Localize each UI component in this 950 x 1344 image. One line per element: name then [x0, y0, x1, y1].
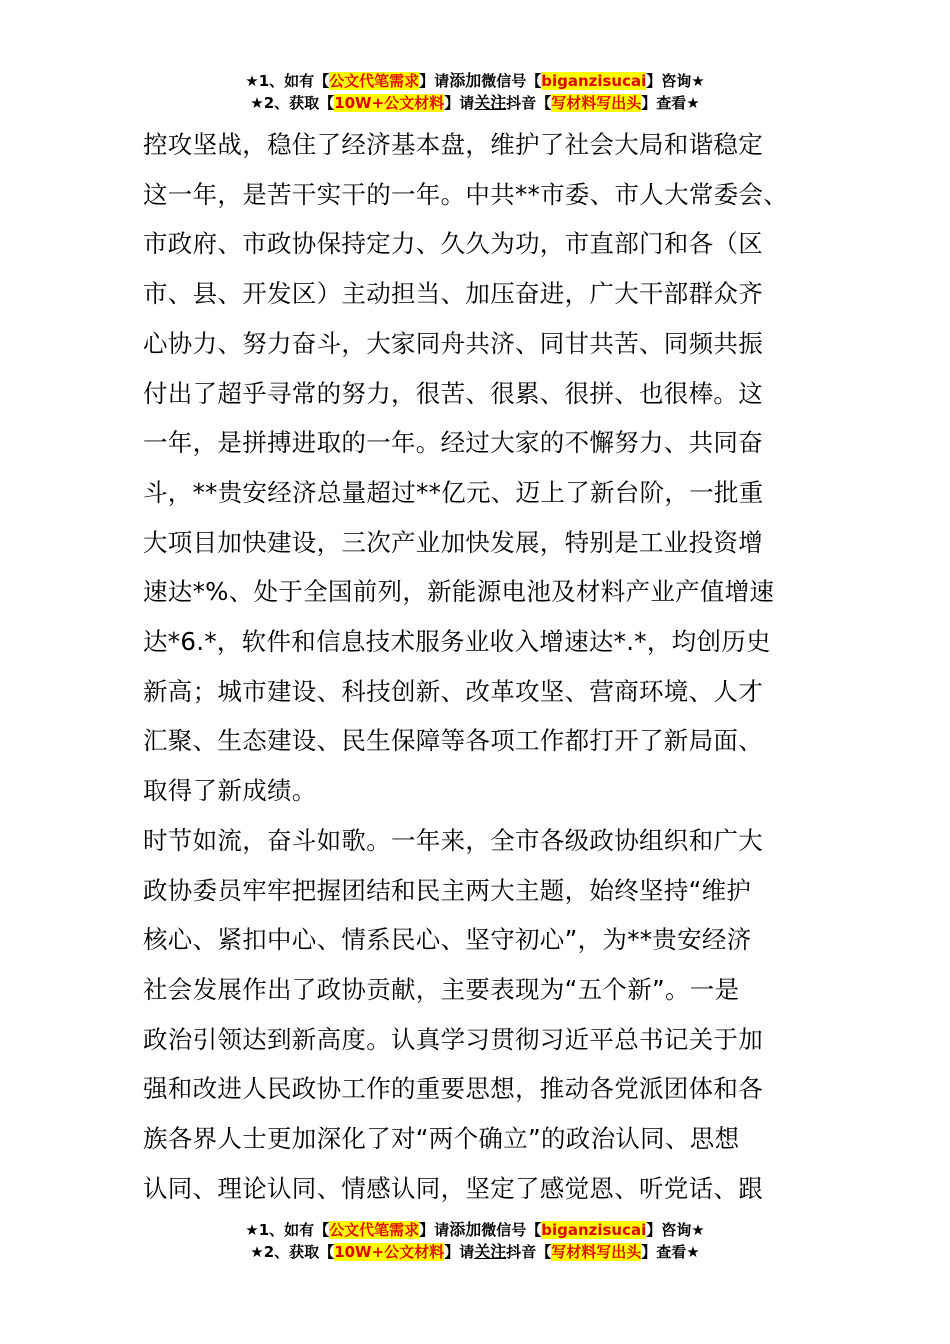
text-line: 付出了超乎寻常的努力，很苦、很累、很拼、也很棒。这 [143, 378, 763, 408]
banner-line-1 [0, 1219, 950, 1241]
banner-text: 】请 [444, 94, 475, 112]
highlight-service: 公文代笔需求 [329, 72, 420, 90]
text-line: 强和改进人民政协工作的重要思想，推动各党派团体和各 [143, 1074, 763, 1104]
banner-text: 微信号【 [481, 72, 542, 90]
text-line: 市政府、市政协保持定力、久久为功，市直部门和各（区 [143, 229, 763, 259]
document-body [143, 120, 823, 1213]
text-line: 达*6.*，软件和信息技术服务业收入增速达*.*，均创历史 [143, 627, 771, 657]
text-line: 社会发展作出了政协贡献，主要表现为“五个新”。一是 [143, 974, 740, 1004]
banner-text: 】请 [444, 1243, 475, 1261]
banner-text: 】咨询★ [646, 72, 705, 90]
highlight-douyin: 写材料写出头 [551, 1243, 642, 1261]
banner-keyword: 关注 [474, 93, 507, 112]
highlight-wechat-id: biganzisucai [541, 72, 647, 90]
banner-text: 抖音【 [506, 94, 552, 112]
text-line: 市、县、开发区）主动担当、加压奋进，广大干部群众齐 [143, 279, 763, 309]
banner-text: ★1、如有【 [245, 72, 330, 90]
text-line: 汇聚、生态建设、民生保障等各项工作都打开了新局面、 [143, 726, 763, 756]
banner-keyword: 添加 [449, 1220, 482, 1239]
banner-text: ★2、获取【 [250, 94, 335, 112]
text-line: 大项目加快建设，三次产业加快发展，特别是工业投资增 [143, 527, 763, 557]
banner-text: 微信号【 [481, 1221, 542, 1239]
text-line: 认同、理论认同、情感认同，坚定了感觉恩、听党话、跟 [143, 1173, 763, 1203]
banner-line-2 [0, 92, 950, 114]
text-line: 新高；城市建设、科技创新、改革攻坚、营商环境、人才 [143, 676, 763, 706]
banner-text: 】请 [419, 1221, 450, 1239]
footer-banner [0, 1219, 950, 1263]
text-line: 这一年，是苦干实干的一年。中共**市委、市人大常委会、 [143, 179, 789, 209]
banner-text: 】查看★ [641, 1243, 700, 1261]
banner-text: 抖音【 [506, 1243, 552, 1261]
text-line: 斗，**贵安经济总量超过**亿元、迈上了新台阶，一批重 [143, 477, 764, 507]
text-line: 一年，是拼搏进取的一年。经过大家的不懈努力、共同奋 [143, 428, 763, 458]
header-banner [0, 70, 950, 114]
text-line: 控攻坚战，稳住了经济基本盘，维护了社会大局和谐稳定 [143, 130, 763, 159]
highlight-materials: 10W+公文材料 [334, 1243, 445, 1261]
highlight-douyin: 写材料写出头 [551, 94, 642, 112]
highlight-service: 公文代笔需求 [329, 1221, 420, 1239]
banner-text: 】咨询★ [646, 1221, 705, 1239]
banner-keyword: 关注 [474, 1242, 507, 1261]
banner-line-2 [0, 1241, 950, 1263]
text-line: 政治引领达到新高度。认真学习贯彻习近平总书记关于加 [143, 1024, 763, 1054]
banner-text: 】查看★ [641, 94, 700, 112]
banner-text: ★1、如有【 [245, 1221, 330, 1239]
text-line: 族各界人士更加深化了对“两个确立”的政治认同、思想 [143, 1124, 740, 1154]
text-line: 取得了新成绩。 [143, 776, 317, 806]
text-line: 时节如流，奋斗如歌。一年来，全市各级政协组织和广大 [143, 825, 763, 855]
text-line: 核心、紧扣中心、情系民心、坚守初心”，为**贵安经济 [143, 925, 752, 955]
banner-text: 】请 [419, 72, 450, 90]
banner-keyword: 添加 [449, 71, 482, 90]
banner-text: ★2、获取【 [250, 1243, 335, 1261]
text-line: 速达*%、处于全国前列，新能源电池及材料产业产值增速 [143, 577, 775, 607]
text-line: 政协委员牢牢把握团结和民主两大主题，始终坚持“维护 [143, 875, 752, 905]
banner-line-1 [0, 70, 950, 92]
text-line: 心协力、努力奋斗，大家同舟共济、同甘共苦、同频共振 [143, 328, 763, 358]
highlight-materials: 10W+公文材料 [334, 94, 445, 112]
highlight-wechat-id: biganzisucai [541, 1221, 647, 1239]
